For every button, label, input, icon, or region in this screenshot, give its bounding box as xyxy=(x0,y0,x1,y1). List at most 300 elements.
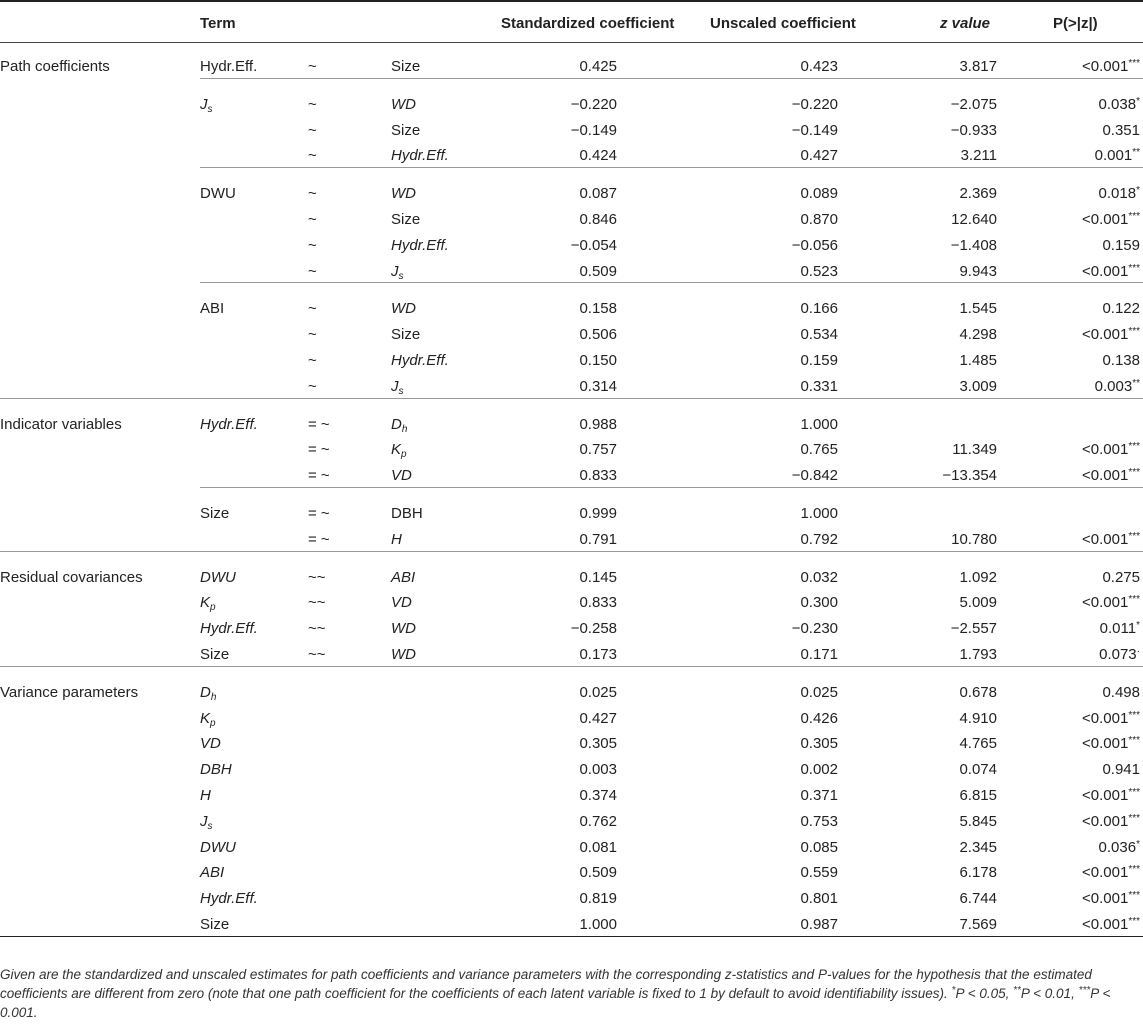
unscaled-coef-cell: 0.300 xyxy=(800,594,838,612)
p-value-cell xyxy=(1102,569,1140,587)
p-value-cell xyxy=(1099,839,1140,857)
z-value-cell: 4.765 xyxy=(959,735,997,753)
z-value-cell: 11.349 xyxy=(952,441,997,459)
lhs-text: J xyxy=(200,95,208,113)
p-value-text: 0.001 xyxy=(1094,147,1133,165)
rhs-text: WD xyxy=(391,185,416,203)
significance-mark: ** xyxy=(1132,377,1140,389)
operator-cell: ~ xyxy=(308,211,317,228)
lhs-cell xyxy=(200,787,211,805)
std-coef-cell: 0.158 xyxy=(579,300,617,318)
std-coef-cell: 0.833 xyxy=(579,467,617,485)
unscaled-coef-cell: −0.842 xyxy=(791,467,838,485)
std-coef-cell: 0.081 xyxy=(579,838,617,856)
lhs-cell xyxy=(200,890,258,908)
header-z-value: z value xyxy=(940,15,991,32)
p-value-text: <0.001 xyxy=(1082,787,1129,804)
p-value-cell xyxy=(1082,263,1140,281)
lhs-cell xyxy=(200,761,232,779)
operator-cell: ~ xyxy=(308,377,317,395)
section-rule xyxy=(0,666,1143,667)
rhs-cell xyxy=(391,263,404,281)
std-coef-cell: 0.427 xyxy=(579,709,617,727)
z-value-cell: 10.780 xyxy=(951,530,997,548)
rhs-text: Hydr.Eff. xyxy=(391,236,449,254)
significance-mark: *** xyxy=(1128,530,1140,542)
operator-cell: ~ xyxy=(308,58,317,75)
p-value-cell xyxy=(1082,916,1140,934)
lhs-cell xyxy=(200,646,229,664)
z-value-cell: −1.408 xyxy=(950,236,997,254)
z-value-cell: 1.485 xyxy=(959,352,997,369)
p-value-text: <0.001 xyxy=(1082,890,1129,908)
std-coef-cell: 0.314 xyxy=(579,377,617,395)
p-value-text: 0.038 xyxy=(1098,95,1137,113)
unscaled-coef-cell: 0.426 xyxy=(800,709,838,727)
p-value-text: 0.122 xyxy=(1102,300,1140,318)
unscaled-coef-cell: 0.523 xyxy=(800,262,838,280)
unscaled-coef-cell: 0.331 xyxy=(800,377,838,395)
operator-cell: ~ xyxy=(308,326,317,344)
unscaled-coef-cell: 0.371 xyxy=(800,787,838,804)
operator-cell: ~~ xyxy=(308,620,326,638)
std-coef-cell: 0.150 xyxy=(579,352,617,369)
z-value-cell: 7.569 xyxy=(959,916,997,933)
std-coef-cell: 0.003 xyxy=(579,761,617,779)
std-coef-cell: 0.145 xyxy=(579,568,617,586)
p-value-text: 0.036 xyxy=(1098,838,1137,856)
std-coef-cell: 0.425 xyxy=(579,58,617,75)
std-coef-cell: 0.506 xyxy=(579,326,617,344)
significance-mark: *** xyxy=(1128,58,1140,69)
rhs-text: J xyxy=(391,262,399,280)
lhs-cell xyxy=(200,96,213,114)
rhs-text: DBH xyxy=(391,505,423,522)
z-value-cell: 5.845 xyxy=(959,812,997,830)
significance-mark: *** xyxy=(1128,916,1140,927)
p-value-text: <0.001 xyxy=(1082,735,1129,753)
footnote-sig1-text: P < 0.05, xyxy=(955,986,1014,1001)
p-value-cell xyxy=(1102,122,1140,140)
significance-mark: ** xyxy=(1132,147,1140,159)
lhs-text: Size xyxy=(200,916,230,933)
p-value-text: <0.001 xyxy=(1082,864,1129,882)
rhs-cell xyxy=(391,620,416,638)
lhs-text: D xyxy=(200,683,211,701)
significance-mark: * xyxy=(1136,838,1140,850)
table-top-rule xyxy=(0,0,1143,2)
p-value-text: 0.275 xyxy=(1102,568,1140,586)
lhs-cell xyxy=(200,813,213,831)
z-value-cell: 12.640 xyxy=(951,211,997,228)
lhs-subscript: p xyxy=(210,602,216,614)
unscaled-coef-cell: 0.534 xyxy=(800,326,838,344)
rhs-cell xyxy=(391,326,420,344)
section-label: Residual covariances xyxy=(0,568,143,586)
unscaled-coef-cell: 0.559 xyxy=(800,864,838,882)
header-term: Term xyxy=(200,15,236,32)
std-coef-cell: 0.762 xyxy=(579,812,617,830)
operator-cell: ~~ xyxy=(308,646,326,663)
p-value-text: <0.001 xyxy=(1082,530,1129,548)
p-value-text: 0.498 xyxy=(1102,683,1140,701)
std-coef-cell: 0.757 xyxy=(579,441,617,459)
lhs-text: Hydr.Eff. xyxy=(200,620,258,638)
rhs-text: WD xyxy=(391,95,416,113)
z-value-cell: 3.211 xyxy=(960,147,997,165)
lhs-subscript: s xyxy=(207,820,213,832)
operator-cell: ~ xyxy=(308,300,317,318)
p-value-cell xyxy=(1102,237,1140,255)
rhs-subscript: s xyxy=(398,385,404,397)
z-value-cell: 9.943 xyxy=(959,262,997,280)
rhs-text: J xyxy=(391,377,399,395)
rhs-text: Size xyxy=(391,326,421,344)
p-value-cell xyxy=(1082,787,1140,805)
std-coef-cell: −0.054 xyxy=(570,236,617,254)
operator-cell: = ~ xyxy=(308,467,330,485)
significance-mark: *** xyxy=(1128,735,1140,747)
p-value-cell xyxy=(1082,58,1140,76)
p-value-cell xyxy=(1102,300,1140,318)
rhs-subscript: h xyxy=(401,423,408,435)
std-coef-cell: −0.258 xyxy=(570,620,617,638)
z-value-cell: 6.744 xyxy=(959,890,997,908)
p-value-cell xyxy=(1082,594,1140,612)
footnote-sig3-text: P < 0.001. xyxy=(0,986,1111,1020)
operator-cell: ~ xyxy=(308,95,317,113)
lhs-cell xyxy=(200,735,221,753)
p-value-text: 0.941 xyxy=(1102,761,1140,779)
lhs-subscript: p xyxy=(210,717,216,729)
significance-mark: *** xyxy=(1128,441,1140,453)
unscaled-coef-cell: 0.089 xyxy=(800,185,838,203)
p-value-cell xyxy=(1100,620,1140,638)
lhs-subscript: s xyxy=(207,103,213,115)
p-value-text: <0.001 xyxy=(1082,812,1129,830)
rhs-text: WD xyxy=(391,646,416,663)
rhs-text: D xyxy=(391,415,402,433)
unscaled-coef-cell: 0.159 xyxy=(800,352,838,369)
lhs-text: DWU xyxy=(200,838,236,856)
group-rule xyxy=(200,167,1143,168)
z-value-cell: 6.178 xyxy=(959,864,997,882)
p-value-cell xyxy=(1102,761,1140,779)
operator-cell: ~~ xyxy=(308,594,326,612)
lhs-cell xyxy=(200,864,224,882)
rhs-cell xyxy=(391,378,404,396)
rhs-cell xyxy=(391,185,416,203)
lhs-cell xyxy=(200,594,216,612)
rhs-text: ABI xyxy=(391,568,416,586)
rhs-cell xyxy=(391,96,416,114)
lhs-cell xyxy=(200,569,236,587)
p-value-text: <0.001 xyxy=(1082,262,1129,280)
unscaled-coef-cell: 0.753 xyxy=(800,812,838,830)
lhs-text: Hydr.Eff. xyxy=(200,58,258,75)
lhs-text: Hydr.Eff. xyxy=(200,415,258,433)
significance-mark: *** xyxy=(1128,594,1140,606)
rhs-cell xyxy=(391,147,449,165)
header-standardized: Standardized coefficient xyxy=(501,15,675,32)
rhs-cell xyxy=(391,300,416,318)
section-label: Variance parameters xyxy=(0,683,139,701)
rhs-subscript: s xyxy=(398,270,404,282)
rhs-cell xyxy=(391,646,416,664)
p-value-text: <0.001 xyxy=(1082,441,1129,459)
std-coef-cell: 0.173 xyxy=(579,646,617,663)
rhs-text: VD xyxy=(391,594,412,612)
z-value-cell: −13.354 xyxy=(942,467,997,485)
lhs-text: DWU xyxy=(200,185,236,203)
z-value-cell: 6.815 xyxy=(959,787,997,804)
p-value-text: <0.001 xyxy=(1082,709,1129,727)
unscaled-coef-cell: −0.056 xyxy=(791,236,838,254)
unscaled-coef-cell: 0.987 xyxy=(800,916,838,933)
lhs-cell xyxy=(200,839,236,857)
operator-cell: ~ xyxy=(308,121,317,139)
group-rule xyxy=(200,487,1143,488)
z-value-cell: −0.933 xyxy=(950,121,997,139)
unscaled-coef-cell: 0.423 xyxy=(800,58,838,75)
p-value-cell xyxy=(1082,864,1140,882)
p-value-cell xyxy=(1082,531,1140,549)
std-coef-cell: 0.025 xyxy=(579,683,617,701)
unscaled-coef-cell: 0.870 xyxy=(800,211,838,228)
p-value-text: <0.001 xyxy=(1082,211,1129,228)
rhs-text: Hydr.Eff. xyxy=(391,147,449,165)
lhs-text: Size xyxy=(200,646,230,663)
rhs-text: WD xyxy=(391,300,416,318)
significance-mark: *** xyxy=(1128,890,1140,902)
lhs-text: ABI xyxy=(200,864,225,882)
rhs-cell xyxy=(391,416,407,434)
significance-mark: *** xyxy=(1128,864,1140,876)
footnote-sig3-mark: *** xyxy=(1078,985,1091,996)
lhs-subscript: h xyxy=(210,691,217,703)
lhs-cell xyxy=(200,416,258,434)
rhs-cell xyxy=(391,441,407,459)
operator-cell: ~ xyxy=(308,236,317,254)
std-coef-cell: −0.220 xyxy=(570,95,617,113)
rhs-text: Size xyxy=(391,121,421,139)
unscaled-coef-cell: 0.002 xyxy=(800,761,838,779)
operator-cell: ~ xyxy=(308,147,317,165)
std-coef-cell: −0.149 xyxy=(570,121,617,139)
section-label: Path coefficients xyxy=(0,58,110,75)
p-value-text: 0.073 xyxy=(1099,646,1137,663)
significance-mark: *** xyxy=(1128,812,1140,824)
lhs-cell xyxy=(200,916,229,934)
std-coef-cell: 0.999 xyxy=(579,505,617,522)
p-value-cell xyxy=(1095,378,1140,396)
p-value-cell xyxy=(1102,684,1140,702)
operator-cell: = ~ xyxy=(308,505,330,522)
z-value-cell: 2.345 xyxy=(959,838,997,856)
group-rule xyxy=(200,78,1143,79)
lhs-text: VD xyxy=(200,735,221,753)
rhs-cell xyxy=(391,467,412,485)
lhs-text: DWU xyxy=(200,568,236,586)
z-value-cell: 3.817 xyxy=(959,58,997,75)
p-value-cell xyxy=(1095,147,1140,165)
std-coef-cell: 0.988 xyxy=(579,415,617,433)
std-coef-cell: 0.509 xyxy=(579,262,617,280)
lhs-text: H xyxy=(200,787,211,804)
z-value-cell: 5.009 xyxy=(959,594,997,612)
group-rule xyxy=(200,282,1143,283)
z-value-cell: −2.075 xyxy=(950,95,997,113)
significance-mark: *** xyxy=(1128,211,1140,222)
operator-cell: = ~ xyxy=(308,441,330,459)
rhs-cell xyxy=(391,352,449,370)
significance-mark: *** xyxy=(1128,326,1140,338)
p-value-text: <0.001 xyxy=(1082,467,1129,485)
p-value-cell xyxy=(1082,710,1140,728)
unscaled-coef-cell: 0.801 xyxy=(800,890,838,908)
rhs-cell xyxy=(391,594,412,612)
section-label: Indicator variables xyxy=(0,415,122,433)
significance-mark: *** xyxy=(1128,709,1140,721)
std-coef-cell: 0.374 xyxy=(579,787,617,804)
lhs-text: K xyxy=(200,594,211,612)
rhs-text: WD xyxy=(391,620,416,638)
operator-cell: = ~ xyxy=(308,530,330,548)
unscaled-coef-cell: 0.171 xyxy=(800,646,838,663)
p-value-text: 0.138 xyxy=(1102,352,1140,369)
operator-cell: ~ xyxy=(308,262,317,280)
footnote-sig1-mark: * xyxy=(951,985,956,996)
header-unscaled: Unscaled coefficient xyxy=(710,15,856,32)
std-coef-cell: 0.305 xyxy=(579,735,617,753)
significance-mark: *** xyxy=(1128,262,1140,274)
unscaled-coef-cell: 0.025 xyxy=(800,683,838,701)
std-coef-cell: 0.791 xyxy=(579,530,617,548)
z-value-cell: −2.557 xyxy=(950,620,997,638)
z-value-cell: 1.092 xyxy=(959,568,997,586)
rhs-text: Size xyxy=(391,211,421,228)
p-value-cell xyxy=(1082,467,1140,485)
p-value-text: 0.351 xyxy=(1102,121,1140,139)
std-coef-cell: 0.833 xyxy=(579,594,617,612)
operator-cell: ~ xyxy=(308,185,317,203)
significance-mark: * xyxy=(1136,95,1140,107)
lhs-cell xyxy=(200,185,236,203)
rhs-text: Hydr.Eff. xyxy=(391,352,449,369)
unscaled-coef-cell: 1.000 xyxy=(800,505,838,522)
unscaled-coef-cell: −0.220 xyxy=(791,95,838,113)
unscaled-coef-cell: 0.765 xyxy=(800,441,838,459)
lhs-text: ABI xyxy=(200,300,225,318)
lhs-cell xyxy=(200,58,257,76)
p-value-cell xyxy=(1082,211,1140,229)
std-coef-cell: 0.424 xyxy=(579,147,617,165)
p-value-cell xyxy=(1082,813,1140,831)
p-value-text: 0.011 xyxy=(1099,620,1137,638)
p-value-text: 0.018 xyxy=(1098,185,1137,203)
rhs-cell xyxy=(391,237,449,255)
operator-cell: ~~ xyxy=(308,568,326,586)
rhs-cell xyxy=(391,569,415,587)
rhs-cell xyxy=(391,531,402,549)
footnote-sig2-mark: ** xyxy=(1013,985,1021,996)
rhs-cell xyxy=(391,58,420,76)
lhs-cell xyxy=(200,505,229,523)
p-value-cell xyxy=(1082,735,1140,753)
rhs-cell xyxy=(391,505,423,523)
lhs-text: J xyxy=(200,812,208,830)
significance-mark: · xyxy=(1136,646,1140,657)
p-value-text: 0.003 xyxy=(1094,377,1133,395)
p-value-text: <0.001 xyxy=(1082,58,1129,75)
header-p-value: P(>|z|) xyxy=(1053,15,1098,32)
footnote-sig2-text: P < 0.01, xyxy=(1020,986,1079,1001)
operator-cell: ~ xyxy=(308,352,317,369)
section-rule xyxy=(0,398,1143,399)
p-value-text: 0.159 xyxy=(1102,236,1140,254)
z-value-cell: 3.009 xyxy=(959,377,997,395)
p-value-cell xyxy=(1082,890,1140,908)
p-value-cell xyxy=(1099,185,1140,203)
z-value-cell: 2.369 xyxy=(959,185,997,203)
lhs-cell xyxy=(200,684,216,702)
p-value-cell xyxy=(1099,96,1140,114)
lhs-cell xyxy=(200,710,216,728)
lhs-text: K xyxy=(200,709,211,727)
p-value-text: <0.001 xyxy=(1082,326,1129,344)
z-value-cell: 1.545 xyxy=(959,300,997,318)
std-coef-cell: 0.509 xyxy=(579,864,617,882)
rhs-text: H xyxy=(391,530,402,548)
operator-cell: = ~ xyxy=(308,415,330,433)
z-value-cell: 4.298 xyxy=(959,326,997,344)
std-coef-cell: 0.846 xyxy=(579,211,617,228)
z-value-cell: 4.910 xyxy=(959,709,997,727)
unscaled-coef-cell: 0.032 xyxy=(800,568,838,586)
unscaled-coef-cell: 0.085 xyxy=(800,838,838,856)
p-value-cell xyxy=(1102,352,1140,370)
section-rule xyxy=(0,551,1143,552)
p-value-cell xyxy=(1082,326,1140,344)
rhs-subscript: p xyxy=(401,449,407,461)
unscaled-coef-cell: 0.166 xyxy=(800,300,838,318)
unscaled-coef-cell: 1.000 xyxy=(800,415,838,433)
unscaled-coef-cell: 0.427 xyxy=(800,147,838,165)
significance-mark: *** xyxy=(1128,787,1140,798)
lhs-cell xyxy=(200,300,224,318)
significance-mark: * xyxy=(1136,185,1140,197)
p-value-cell xyxy=(1099,646,1140,664)
rhs-text: VD xyxy=(391,467,412,485)
unscaled-coef-cell: 0.792 xyxy=(800,530,838,548)
footnote-text: Given are the standardized and unscaled estimates for path coefficients and variance parameters with the corresponding z-statistics and P-values for the hypothesis that the estimated coefficients are different from zero (note that one path coefficient for the coefficients of each latent variable is fixed to 1 by default to avoid identifiability issues). xyxy=(0,967,1092,1001)
p-value-text: <0.001 xyxy=(1082,916,1129,933)
unscaled-coef-cell: 0.305 xyxy=(800,735,838,753)
std-coef-cell: 1.000 xyxy=(579,916,617,933)
std-coef-cell: 0.819 xyxy=(579,890,617,908)
table-bottom-rule xyxy=(0,936,1143,937)
lhs-text: Hydr.Eff. xyxy=(200,890,258,908)
p-value-text: <0.001 xyxy=(1082,594,1129,612)
header-rule xyxy=(0,42,1143,43)
unscaled-coef-cell: −0.230 xyxy=(791,620,838,638)
rhs-text: Size xyxy=(391,58,421,75)
lhs-cell xyxy=(200,620,258,638)
table-footnote xyxy=(0,965,1141,1022)
significance-mark: *** xyxy=(1128,467,1140,479)
lhs-text: Size xyxy=(200,505,230,522)
rhs-text: K xyxy=(391,441,402,459)
